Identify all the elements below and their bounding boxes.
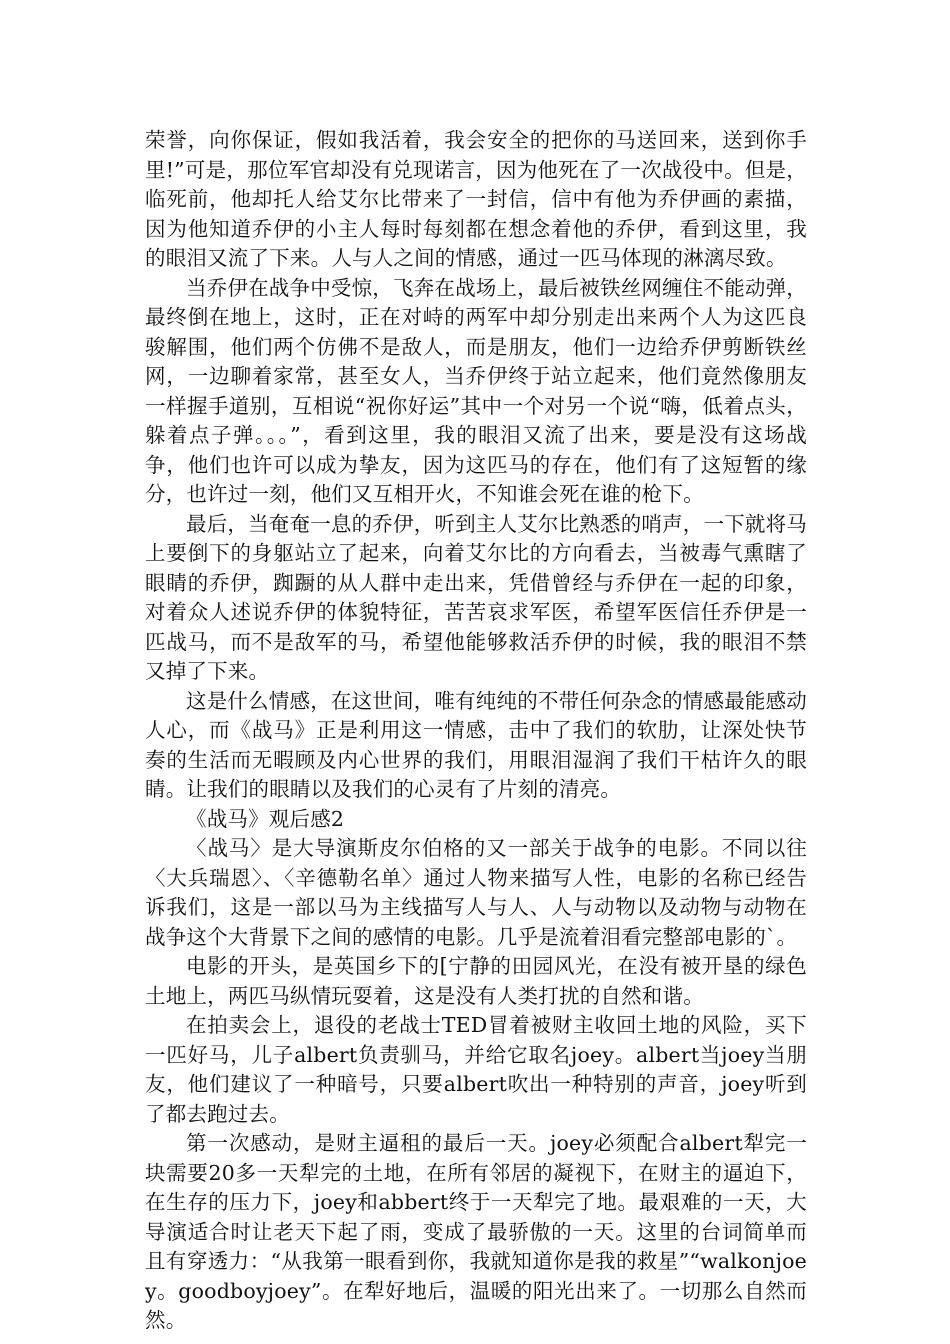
paragraph-intro: 〈战马〉是大导演斯皮尔伯格的又一部关于战争的电影。不同以往〈大兵瑞恩〉、〈辛德勒名单〉通过人物来描写人性，电影的名称已经告诉我们，这是一部以马为主线描写人与人、人与动物以及动物与动物在战争这个大背景下之间的感情的电影。几乎是流着泪看完整部电影的`。 xyxy=(145,836,807,949)
paragraph-final-whistle: 最后，当奄奄一息的乔伊，听到主人艾尔比熟悉的哨声，一下就将马上要倒下的身躯站立了起来，向着艾尔比的方向看去，当被毒气熏瞎了眼睛的乔伊，踟蹰的从人群中走出来，凭借曾经与乔伊在一起的印象，对着众人述说乔伊的体貌特征，苦苦哀求军医，希望军医信任乔伊是一匹战马，而不是敌军的马，希望他能够救活乔伊的时候，我的眼泪不禁又掉了下来。 xyxy=(145,511,807,683)
paragraph-first-moving: 第一次感动，是财主逼租的最后一天。joey必须配合albert犁完一块需要20多一天犁完的土地，在所有邻居的凝视下，在财主的逼迫下，在生存的压力下，joey和abbert终于一天犁完了地。最艰难的一天，大导演适合时让老天下起了雨，变成了最骄傲的一天。这里的台词简单而且有穿透力：“从我第一眼看到你，我就知道你是我的救星”“walkonjoey。goodboyjoey”。在犁好地后，温暖的阳光出来了。一切那么自然而然。 xyxy=(145,1131,807,1332)
paragraph-emotion: 这是什么情感，在这世间，唯有纯纯的不带任何杂念的情感最能感动人心，而《战马》正是利用这一情感，击中了我们的软肋，让深处快节奏的生活而无暇顾及内心世界的我们，用眼泪湿润了我们干枯许久的眼睛。让我们的眼睛以及我们的心灵有了片刻的清亮。 xyxy=(145,688,807,801)
paragraph-auction: 在拍卖会上，退役的老战士TED冒着被财主收回土地的风险，买下一匹好马，儿子albert负责驯马，并给它取名joey。albert当joey当朋友，他们建议了一种暗号，只要albert吹出一种特别的声音，joey听到了都去跑过去。 xyxy=(145,1013,807,1126)
paragraph-continued: 荣誉，向你保证，假如我活着，我会安全的把你的马送回来，送到你手里!”可是，那位军官却没有兑现诺言，因为他死在了一次战役中。但是，临死前，他却托人给艾尔比带来了一封信，信中有他为乔伊画的素描，因为他知道乔伊的小主人每时每刻都在想念着他的乔伊，看到这里，我的眼泪又流了下来。人与人之间的情感，通过一匹马体现的淋漓尽致。 xyxy=(145,128,807,270)
paragraph-barbed-wire: 当乔伊在战争中受惊，飞奔在战场上，最后被铁丝网缠住不能动弹，最终倒在地上，这时，正在对峙的两军中却分别走出来两个人为这匹良骏解围，他们两个仿佛不是敌人，而是朋友，他们一边给乔伊剪断铁丝网，一边聊着家常，甚至女人，当乔伊终于站立起来，他们竟然像朋友一样握手道别，互相说“祝你好运”其中一个对另一个说“嗨，低着点头，躲着点子弹。。。”，看到这里，我的眼泪又流了出来，要是没有这场战争，他们也许可以成为挚友，因为这匹马的存在，他们有了这短暂的缘分，也许过一刻，他们又互相开火，不知谁会死在谁的枪下。 xyxy=(145,275,807,506)
paragraph-opening-scene: 电影的开头，是英国乡下的[宁静的田园风光，在没有被开垦的绿色土地上，两匹马纵情玩耍着，这是没有人类打扰的自然和谐。 xyxy=(145,954,807,1008)
document-body xyxy=(145,126,807,1336)
section-heading: 《战马》观后感2 xyxy=(186,806,345,831)
